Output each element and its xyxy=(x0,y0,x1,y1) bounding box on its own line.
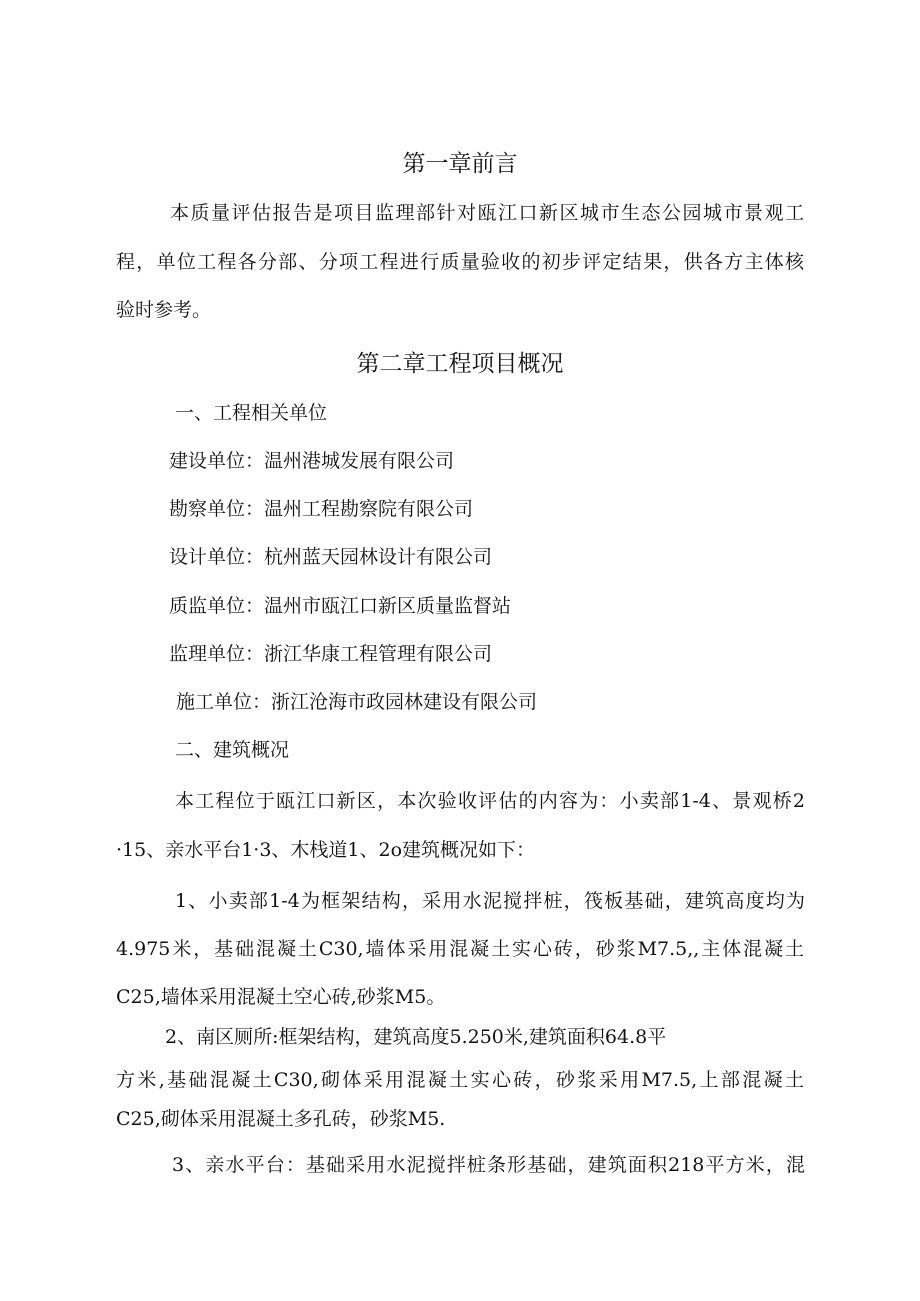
unit-survey: 勘察单位：温州工程勘察院有限公司 xyxy=(169,498,474,520)
section1-heading: 一、工程相关单位 xyxy=(175,402,328,424)
item2-line-3: C25,砌体采用混凝土多孔砖，砂浆M5. xyxy=(116,1108,446,1130)
chapter1-title: 第一章前言 xyxy=(402,151,518,177)
unit-construction: 建设单位：温州港城发展有限公司 xyxy=(169,450,455,472)
item1-line-3: C25,墙体采用混凝土空心砖,砂浆M5。 xyxy=(116,986,446,1008)
chapter1-para-line-2: 程，单位工程各分部、分项工程进行质量验收的初步评定结果，供各方主体核 xyxy=(116,251,804,273)
intro-line-1: 本工程位于瓯江口新区，本次验收评估的内容为：小卖部1-4、景观桥2 xyxy=(175,790,805,812)
intro-line-2: ·15、亲水平台1·3、木栈道1、2o建筑概况如下： xyxy=(116,839,536,861)
item2-line-2: 方米,基础混凝土C30,砌体采用混凝土实心砖，砂浆采用M7.5,上部混凝土 xyxy=(116,1069,804,1091)
unit-contractor: 施工单位：浙江沧海市政园林建设有限公司 xyxy=(176,691,538,713)
unit-supervision: 监理单位：浙江华康工程管理有限公司 xyxy=(169,643,493,665)
item3-line-1: 3、亲水平台：基础采用水泥搅拌桩条形基础，建筑面积218平方米，混 xyxy=(172,1154,805,1176)
chapter1-para-line-1: 本质量评估报告是项目监理部针对瓯江口新区城市生态公园城市景观工 xyxy=(170,202,804,224)
chapter2-title: 第二章工程项目概况 xyxy=(356,351,564,377)
item1-line-1: 1、小卖部1-4为框架结构，采用水泥搅拌桩，筏板基础，建筑高度均为 xyxy=(175,890,805,912)
unit-quality-supervision: 质监单位：温州市瓯江口新区质量监督站 xyxy=(169,595,512,617)
item2-line-1: 2、南区厕所:框架结构，建筑高度5.250米,建筑面积64.8平 xyxy=(165,1026,667,1048)
unit-design: 设计单位：杭州蓝天园林设计有限公司 xyxy=(169,546,493,568)
item1-line-2: 4.975米，基础混凝土C30,墙体采用混凝土实心砖，砂浆M7.5,,主体混凝土 xyxy=(116,938,804,960)
chapter1-para-line-3: 验时参考。 xyxy=(116,299,212,321)
section2-heading: 二、建筑概况 xyxy=(175,739,290,761)
